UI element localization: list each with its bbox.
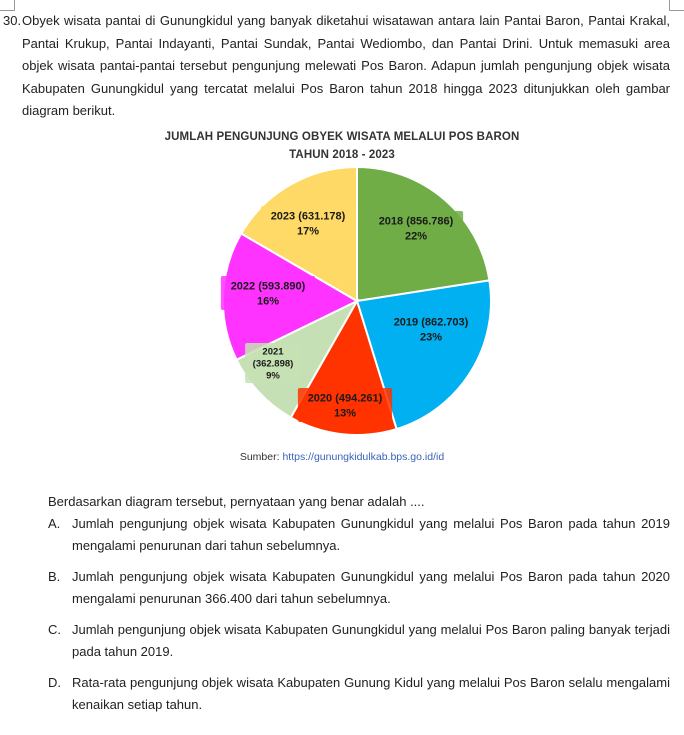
option-text: Jumlah pengunjung objek wisata Kabupaten Gunungkidul yang melalui Pos Baron paling banyak terjadi pada tahun 2019.: [72, 622, 670, 659]
slice-percent: 16%: [256, 295, 280, 308]
pie-chart-svg: [0, 128, 684, 468]
slice-value: 2020 (494.261): [307, 392, 383, 405]
option-text: Jumlah pengunjung objek wisata Kabupaten Gunungkidul yang melalui Pos Baron pada tahun 2020 mengalami penurunan 366.400 dari tahun sebelumnya.: [72, 569, 670, 606]
option-text: Rata-rata pengunjung objek wisata Kabupaten Gunung Kidul yang melalui Pos Baron selalu mengalami kenaikan setiap tahun.: [72, 675, 670, 712]
chart-subtitle: TAHUN 2018 - 2023: [289, 149, 395, 161]
option-letter: B.: [48, 569, 61, 584]
slice-label-2021: [245, 343, 301, 383]
slice-value: (362.898): [252, 358, 294, 370]
chart-title: JUMLAH PENGUNJUNG OBYEK WISATA MELALUI POS BARON: [164, 131, 520, 143]
slice-label-2018: [369, 211, 463, 245]
slice-value: 2019 (862.703): [393, 316, 469, 329]
option-letter: D.: [48, 675, 61, 690]
slice-value: 2021: [262, 346, 284, 358]
source-label: Sumber:: [239, 451, 280, 463]
source-link[interactable]: https://gunungkidulkab.bps.go.id/id: [282, 451, 445, 463]
slice-value: 2023 (631.178): [270, 210, 346, 223]
slice-label-2019: [384, 312, 478, 346]
slice-percent: 17%: [296, 225, 320, 238]
option-text: Jumlah pengunjung objek wisata Kabupaten Gunungkidul yang melalui Pos Baron pada tahun 2019 mengalami penurunan dari tahun sebelumnya.: [72, 516, 670, 553]
option-letter: C.: [48, 622, 61, 637]
slice-label-2023: [261, 206, 355, 240]
slice-percent: 22%: [404, 230, 428, 243]
slice-label-2022: [221, 276, 315, 310]
chart-source: [0, 451, 684, 463]
question-block: [3, 10, 670, 123]
slice-percent: 13%: [333, 407, 357, 420]
slice-value: 2022 (593.890): [230, 280, 306, 293]
option-b[interactable]: [48, 566, 670, 609]
option-c[interactable]: [48, 619, 670, 662]
pie-chart: [0, 128, 684, 468]
answer-options: [48, 513, 670, 725]
option-a[interactable]: [48, 513, 670, 556]
slice-percent: 9%: [266, 370, 280, 382]
slice-percent: 23%: [419, 331, 443, 344]
slice-value: 2018 (856.786): [378, 215, 454, 228]
option-letter: A.: [48, 516, 61, 531]
question-prompt: Berdasarkan diagram tersebut, pernyataan yang benar adalah ....: [48, 494, 425, 509]
crop-mark-top-right: [669, 0, 684, 11]
question-text: Obyek wisata pantai di Gunungkidul yang banyak diketahui wisatawan antara lain Pantai Baron, Pantai Krakal, Pantai Krukup, Pantai Indayanti, Pantai Sundak, Pantai Wediombo, dan Pantai Drini. Untuk memasuki area objek wisata pantai-pantai tersebut pengunjung melewati Pos Baron. Adapun jumlah pengunjung objek wisata Kabupaten Gunungkidul yang tercatat melalui Pos Baron tahun 2018 hingga 2023 ditunjukkan oleh gambar diagram berikut.: [22, 13, 670, 119]
slice-label-2020: [298, 388, 392, 422]
option-d[interactable]: [48, 672, 670, 715]
question-number: 30.: [3, 13, 22, 28]
